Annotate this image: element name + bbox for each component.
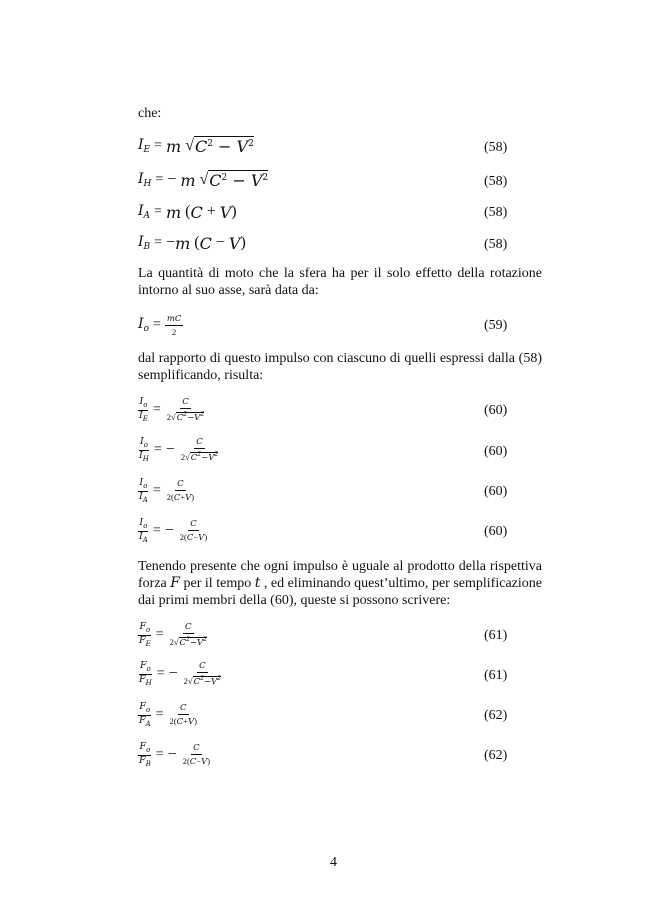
equation-number: (60) <box>484 444 508 459</box>
paragraph-momentum-text: La quantità di moto che la sfera ha per il solo effetto della rotazione intorno al suo asse, sarà data da: <box>138 266 542 298</box>
equation-ib: $I_B$ = − m ( C − V ) <box>138 233 246 253</box>
equation-ratio-h: $\frac{I_o}{I_H}$ = − $\frac{C}{2√C^2-V^2}$ <box>139 435 219 463</box>
equation-ratio-e: $\frac{I_o}{I_E}$ = $\frac{C}{2√C^2-V^2}$ <box>139 395 205 423</box>
equation-ratio-a: $\frac{I_o}{I_A}$ = $\frac{C}{2(C+V)}$ <box>139 476 195 504</box>
paragraph-force-text-1: Tenendo presente che ogni impulso è uguale al prodotto della rispettiva forza <box>138 559 542 591</box>
equation-number: (58) <box>484 140 508 155</box>
paragraph-force <box>138 558 542 609</box>
equation-number: (58) <box>484 237 508 252</box>
equation-number: (58) <box>484 174 508 189</box>
equation-number: (61) <box>484 668 508 683</box>
paragraph-force-text-3: , ed eliminando quest’ultimo, per semplificazione dai primi membri della (60), queste si possono scrivere: <box>138 576 542 608</box>
symbol-t: t <box>254 575 261 591</box>
equation-number: (58) <box>484 205 508 220</box>
paragraph-ratio: dal rapporto di questo impulso con ciascuno di quelli espressi dalla (58) semplificando, risulta: <box>138 351 542 383</box>
page-number: 4 <box>330 855 337 870</box>
paragraph-intro: che: <box>138 106 162 121</box>
paragraph-momentum <box>138 265 542 299</box>
equation-force-b: $\frac{F_o}{F_B}$ = − $\frac{C}{2(C-V)}$ <box>139 740 211 768</box>
equation-number: (59) <box>484 318 508 333</box>
equation-force-a: $\frac{F_o}{F_A}$ = $\frac{C}{2(C+V)}$ <box>139 700 197 728</box>
equation-ih: $I_H$ = − m √ $C^2 - V^2$ <box>138 170 269 190</box>
equation-number: (62) <box>484 708 508 723</box>
equation-number: (60) <box>484 524 508 539</box>
equation-number: (60) <box>484 484 508 499</box>
symbol-f: F <box>170 575 180 591</box>
equation-ratio-b: $\frac{I_o}{I_A}$ = − $\frac{C}{2(C-V)}$ <box>139 516 208 544</box>
equation-number: (61) <box>484 628 508 643</box>
equation-force-e: $\frac{F_o}{F_E}$ = $\frac{C}{2√C^2-V^2}$ <box>139 620 207 648</box>
equation-number: (62) <box>484 748 508 763</box>
equation-number: (60) <box>484 403 508 418</box>
equation-force-h: $\frac{F_o}{F_H}$ = − $\frac{C}{2√C^2-V^2}$ <box>139 659 221 687</box>
equation-ia: $I_A$ = m ( C + V ) <box>138 202 237 222</box>
paragraph-force-text-2: per il tempo <box>180 576 255 591</box>
equation-ie: $I_E$ = m √ $C^2 - V^2$ <box>138 136 254 156</box>
equation-io: $I_o$ = $\frac{mC}{2}$ <box>138 313 182 337</box>
